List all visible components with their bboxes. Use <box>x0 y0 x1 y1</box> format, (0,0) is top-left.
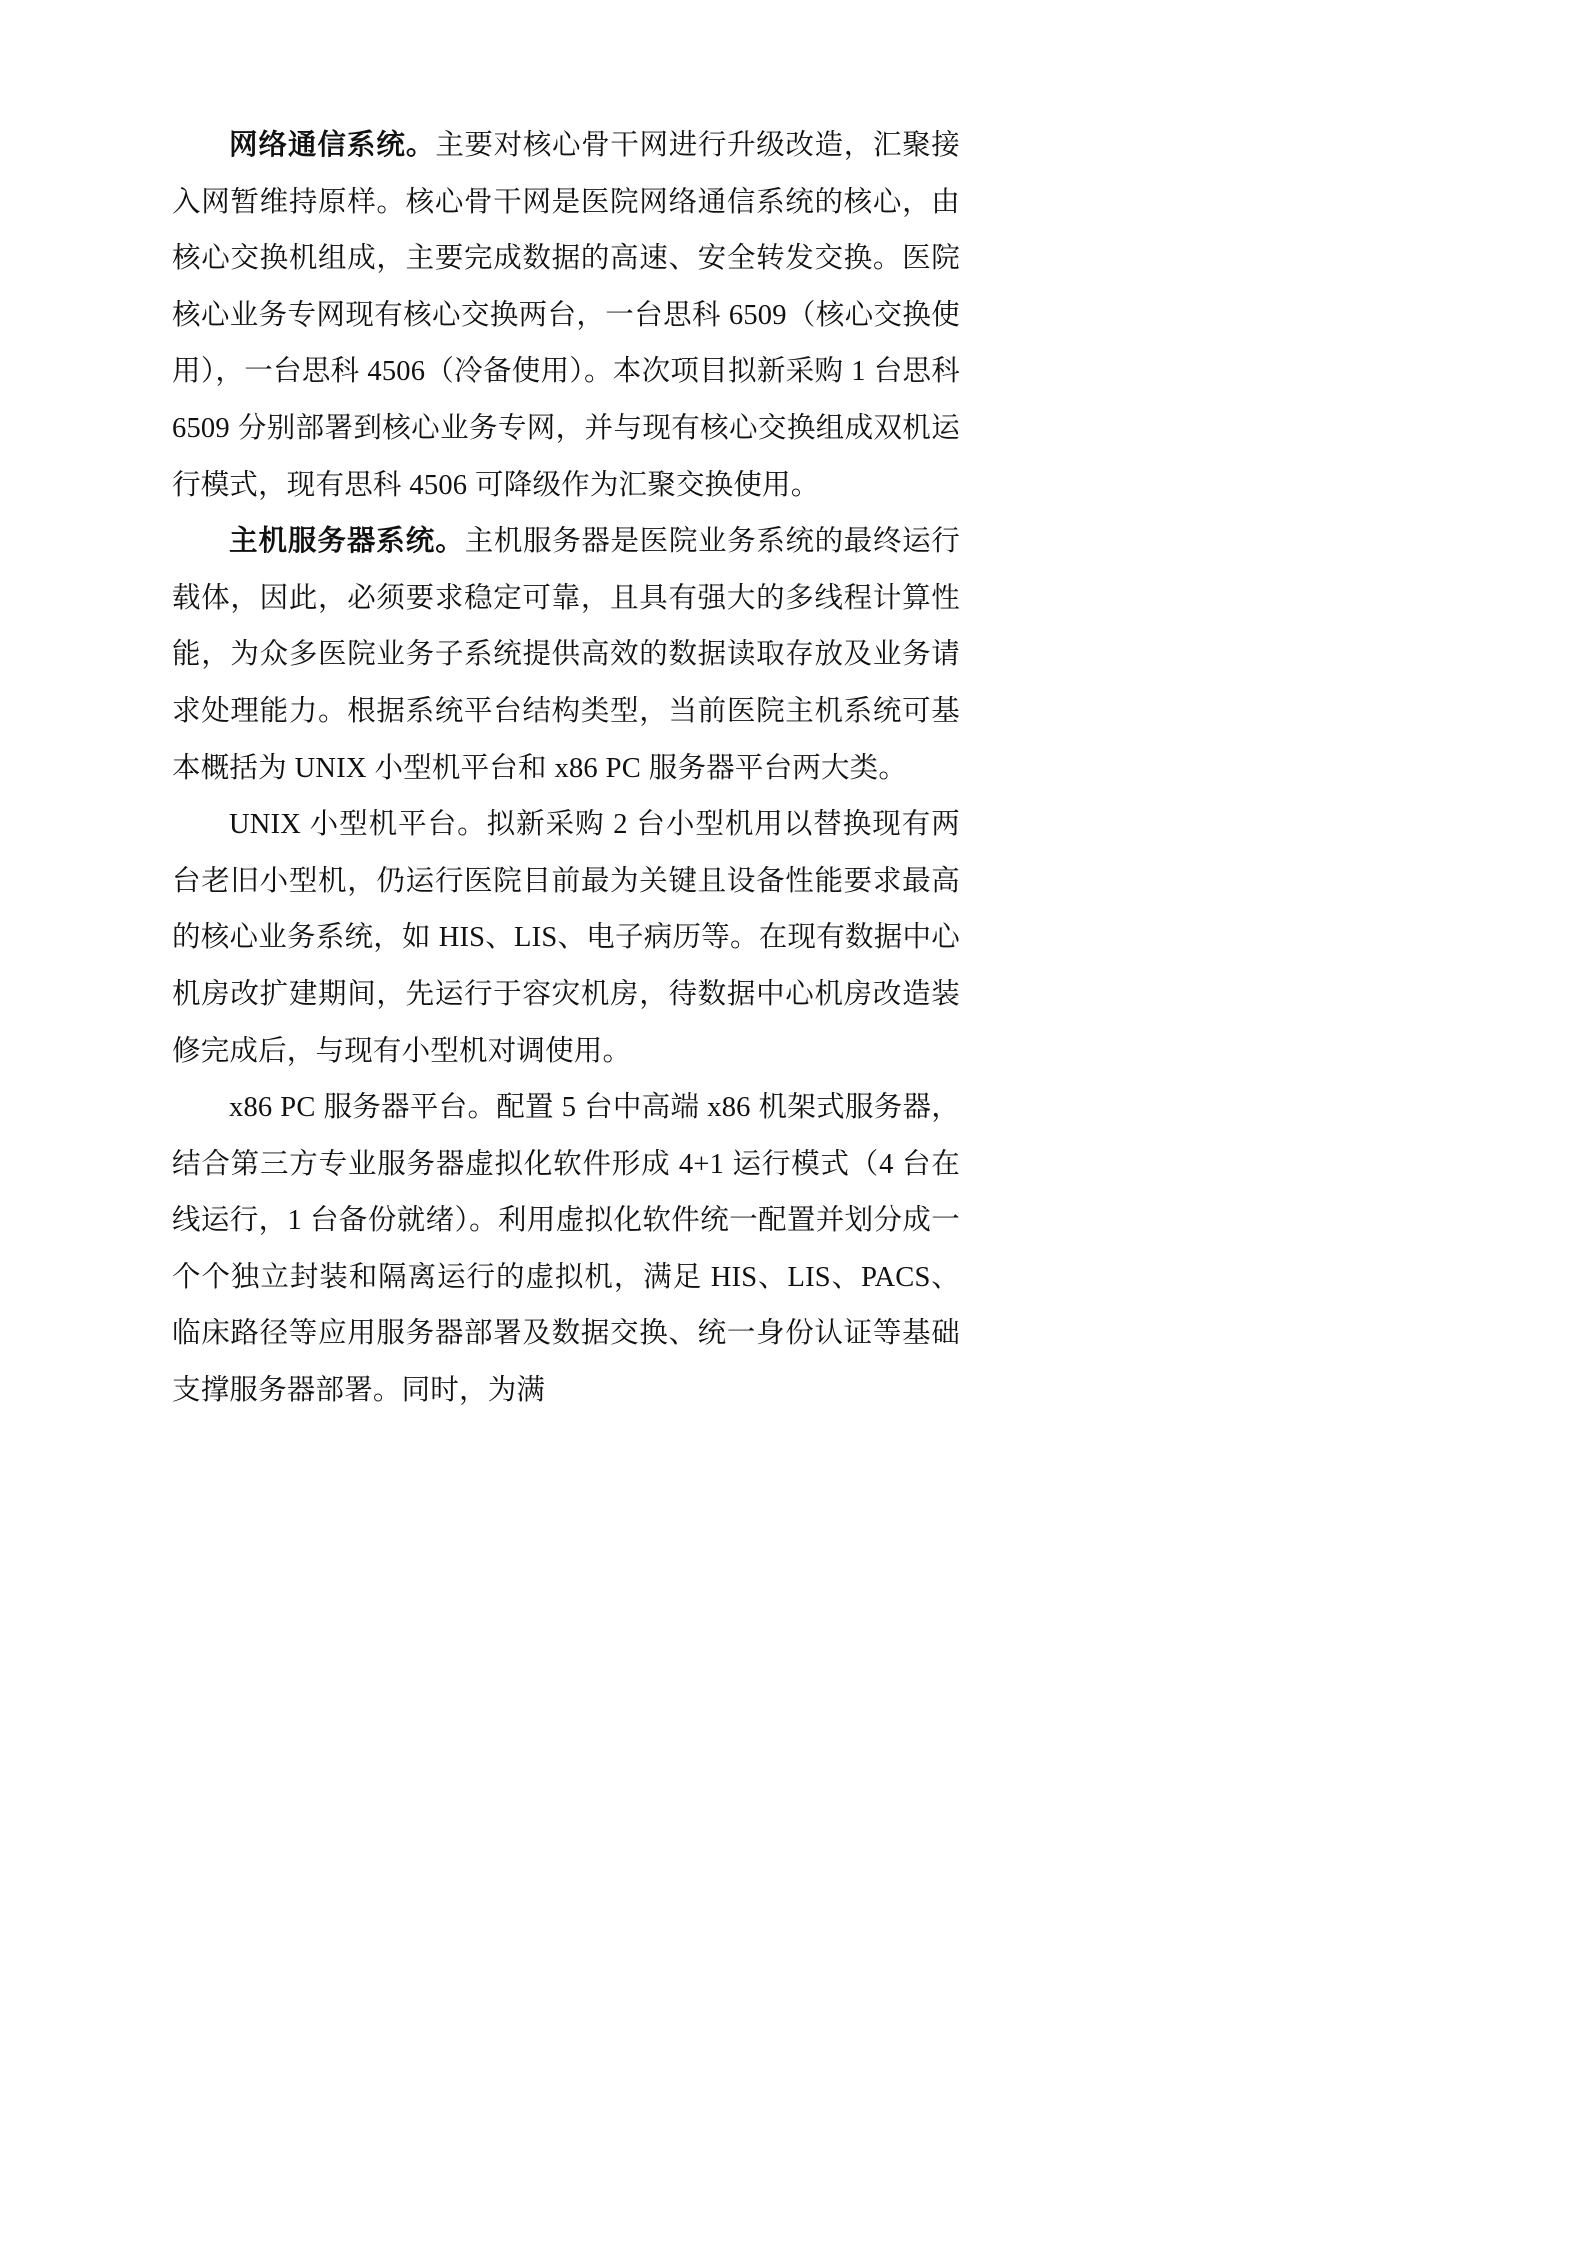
paragraph-body-host-server-system: 主机服务器是医院业务系统的最终运行载体，因此，必须要求稳定可靠，且具有强大的多线程计算性能，为众多医院业务子系统提供高效的数据读取存放及业务请求处理能力。根据系统平台结构类型，当前医院主机系统可基本概括为 UNIX 小型机平台和 x86 PC 服务器平台两大类。 <box>172 526 960 784</box>
paragraph-lead-label-x86-pc-server-platform: x86 PC 服务器平台。 <box>229 1092 497 1124</box>
paragraph-x86-pc-server-platform <box>172 1080 960 1420</box>
paragraph-body-x86-pc-server-platform: 配置 5 台中高端 x86 机架式服务器，结合第三方专业服务器虚拟化软件形成 4+1 运行模式（4 台在线运行，1 台备份就绪）。利用虚拟化软件统一配置并划分成一个个独立封装和隔离运行的虚拟机，满足 HIS、LIS、PACS、临床路径等应用服务器部署及数据交换、统一身份认证等基础支撑服务器部署。同时，为满 <box>172 1092 961 1407</box>
paragraph-unix-minicomputer-platform <box>172 797 960 1080</box>
paragraph-body-unix-minicomputer-platform: 拟新采购 2 台小型机用以替换现有两台老旧小型机，仍运行医院目前最为关键且设备性能要求最高的核心业务系统，如 HIS、LIS、电子病历等。在现有数据中心机房改扩建期间，先运行于容灾机房，待数据中心机房改造装修完成后，与现有小型机对调使用。 <box>172 809 960 1067</box>
paragraph-lead-label-unix-minicomputer-platform: UNIX 小型机平台。 <box>229 809 487 841</box>
paragraph-lead-label-network-communication-system: 网络通信系统。 <box>229 130 436 161</box>
paragraph-network-communication-system <box>172 118 960 514</box>
paragraph-host-server-system <box>172 514 960 797</box>
document-text-column <box>172 118 960 1420</box>
paragraph-body-network-communication-system: 主要对核心骨干网进行升级改造，汇聚接入网暂维持原样。核心骨干网是医院网络通信系统的核心，由核心交换机组成，主要完成数据的高速、安全转发交换。医院核心业务专网现有核心交换两台，一台思科 6509（核心交换使用），一台思科 4506（冷备使用）。本次项目拟新采购 1 台思科 6509 分别部署到核心业务专网，并与现有核心交换组成双机运行模式，现有思科 4506 可降级作为汇聚交换使用。 <box>172 130 960 501</box>
paragraph-lead-label-host-server-system: 主机服务器系统。 <box>229 526 465 558</box>
